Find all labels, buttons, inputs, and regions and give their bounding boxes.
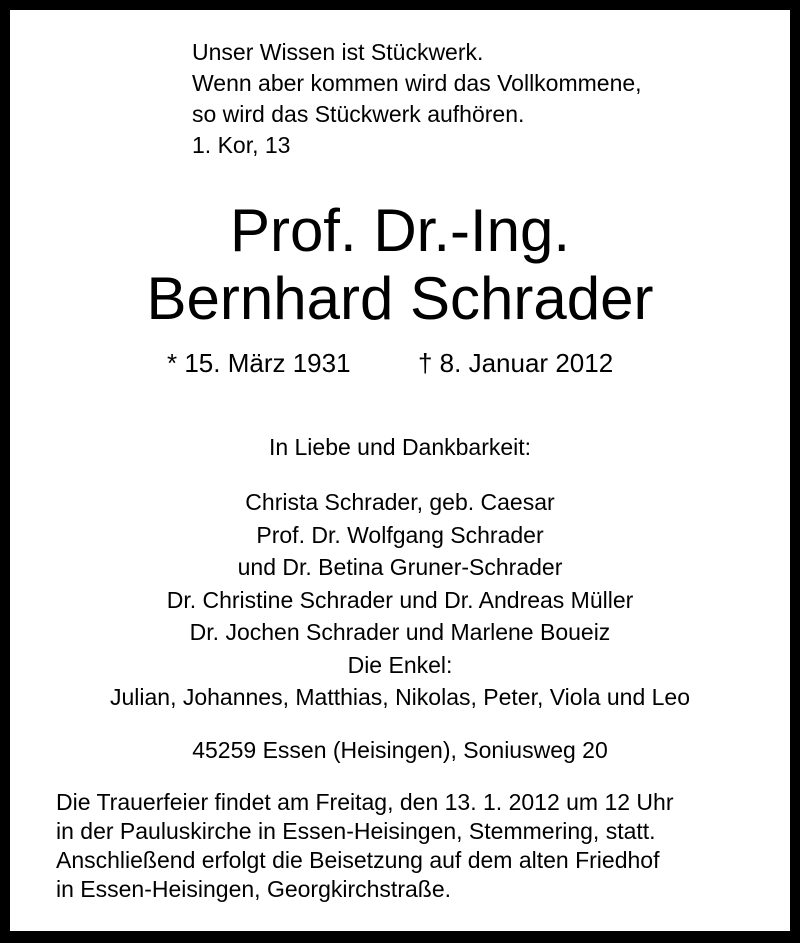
deceased-name: Bernhard Schrader bbox=[146, 265, 654, 332]
mourner-line: Dr. Jochen Schrader und Marlene Boueiz bbox=[189, 619, 611, 645]
grandchildren-names: Julian, Johannes, Matthias, Nikolas, Peter, Viola und Leo bbox=[109, 684, 691, 710]
quote-line: Unser Wissen ist Stückwerk. bbox=[192, 39, 484, 65]
mourner-line: Prof. Dr. Wolfgang Schrader bbox=[256, 521, 544, 548]
funeral-line: Die Trauerfeier findet am Freitag, den 13. 1. 2012 um 12 Uhr bbox=[56, 789, 674, 815]
mourner-line: Christa Schrader, geb. Caesar bbox=[245, 489, 555, 515]
mourner-line: Dr. Christine Schrader und Dr. Andreas Müller bbox=[166, 586, 634, 613]
deceased-title: Prof. Dr.-Ing. bbox=[229, 197, 571, 264]
death-date: † 8. Januar 2012 bbox=[418, 348, 614, 378]
funeral-line: in der Pauluskirche in Essen-Heisingen, Stemmering, statt. bbox=[56, 818, 656, 844]
bible-quote bbox=[192, 37, 642, 161]
quote-source: 1. Kor, 13 bbox=[192, 132, 291, 158]
quote-line: Wenn aber kommen wird das Vollkommene, bbox=[192, 70, 642, 96]
funeral-line: in Essen-Heisingen, Georgkirchstraße. bbox=[56, 876, 451, 902]
mourners-intro: In Liebe und Dankbarkeit: bbox=[268, 434, 532, 460]
birth-date: * 15. März 1931 bbox=[167, 348, 351, 378]
grandchildren-heading: Die Enkel: bbox=[347, 651, 453, 678]
funeral-line: Anschließend erfolgt die Beisetzung auf dem alten Friedhof bbox=[56, 847, 660, 873]
quote-line: so wird das Stückwerk aufhören. bbox=[192, 101, 525, 127]
mourner-line: und Dr. Betina Gruner-Schrader bbox=[237, 554, 563, 580]
funeral-notice bbox=[56, 788, 674, 904]
family-address: 45259 Essen (Heisingen), Soniusweg 20 bbox=[192, 737, 608, 763]
obituary-card bbox=[10, 10, 790, 931]
mourners-list bbox=[10, 486, 790, 714]
